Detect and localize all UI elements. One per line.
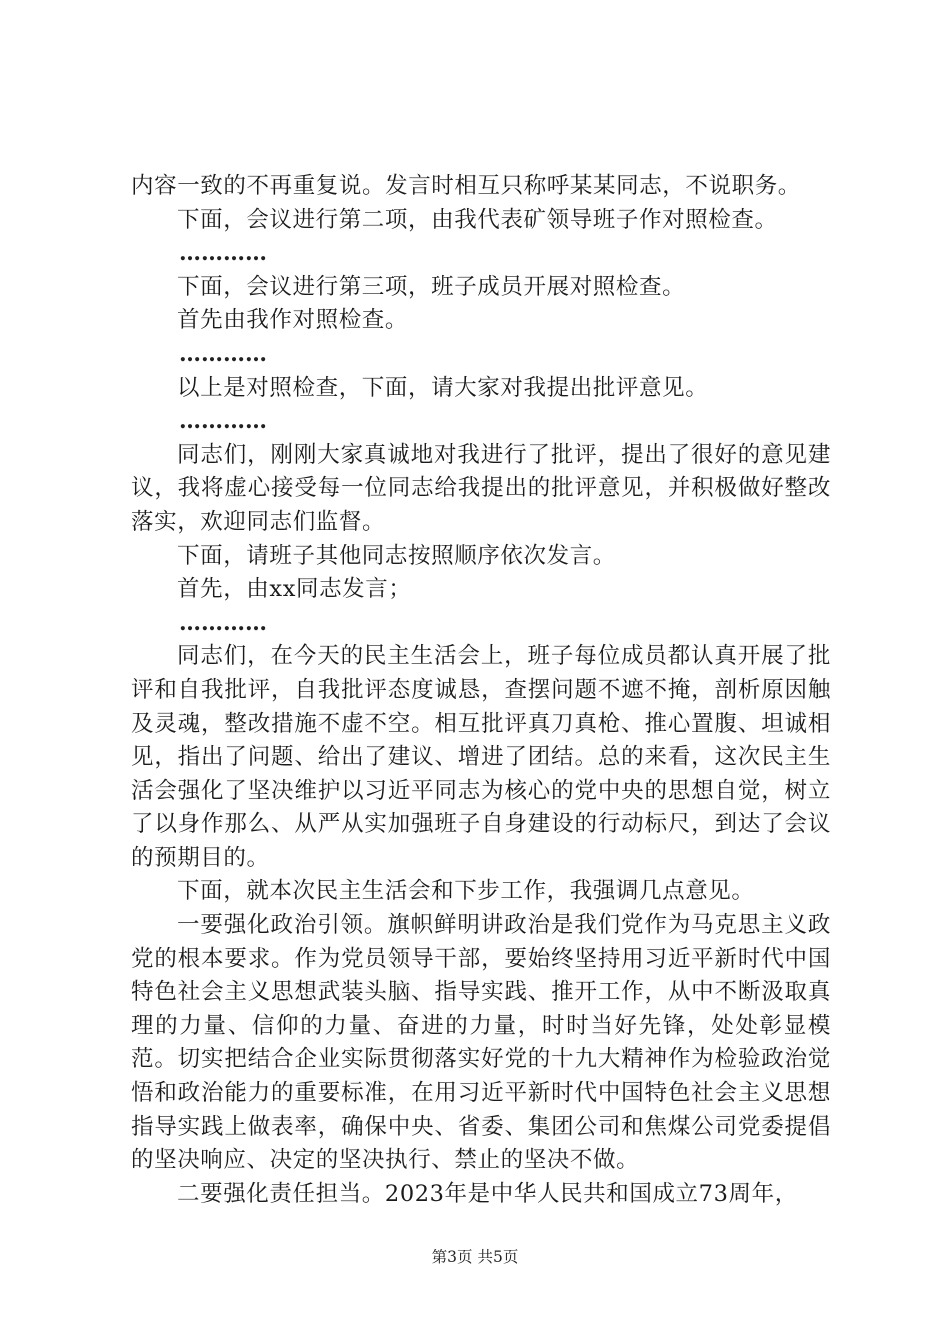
body-paragraph: 以上是对照检查，下面，请大家对我提出批评意见。 [177,374,709,401]
body-paragraph: 同志们，刚刚大家真诚地对我进行了批评，提出了很好的意见建议，我将虚心接受每一位同志给我提出的批评意见，并积极做好整改落实，欢迎同志们监督。 [131,441,831,535]
body-paragraph: 内容一致的不再重复说。发言时相互只称呼某某同志，不说职务。 [131,173,801,199]
document-body [131,170,831,1211]
body-paragraph: 下面，请班子其他同志按照顺序依次发言。 [177,542,616,569]
page-footer: 第3页 共5页 [431,1248,519,1266]
body-paragraph: 下面，会议进行第二项，由我代表矿领导班子作对照检查。 [177,206,778,233]
body-paragraph: 同志们，在今天的民主生活会上，班子每位成员都认真开展了批评和自我批评，自我批评态度诚恳，查摆问题不遮不掩，剖析原因触及灵魂，整改措施不虚不空。相互批评真刀真枪、推心置腹、坦诚相见，指出了问题、给出了建议、增进了团结。总的来看，这次民主生活会强化了坚决维护以习近平同志为核心的党中央的思想自觉，树立了以身作那么、从严从实加强班子自身建设的行动标尺，到达了会议的预期目的。 [131,643,831,871]
body-paragraph: 一要强化政治引领。旗帜鲜明讲政治是我们党作为马克思主义政党的根本要求。作为党员领导干部，要始终坚持用习近平新时代中国特色社会主义思想武装头脑、指导实践、推开工作，从中不断汲取真理的力量、信仰的力量、奋进的力量，时时当好先锋，处处彰显模范。切实把结合企业实际贯彻落实好党的十九大精神作为检验政治觉悟和政治能力的重要标准，在用习近平新时代中国特色社会主义思想指导实践上做表率，确保中央、省委、集团公司和焦煤公司党委提倡的坚决响应、决定的坚决执行、禁止的坚决不做。 [131,912,831,1174]
ellipsis-separator: ………… [179,609,267,636]
body-paragraph: 二要强化责任担当。2023年是中华人民共和国成立73周年， [177,1180,798,1207]
body-paragraph: 下面，就本次民主生活会和下步工作，我强调几点意见。 [177,878,755,905]
ellipsis-separator: ………… [179,408,267,435]
body-paragraph: 首先，由xx同志发言； [177,576,412,603]
ellipsis-separator: ………… [179,340,267,367]
body-paragraph: 首先由我作对照检查。 [177,307,409,334]
body-paragraph: 下面，会议进行第三项，班子成员开展对照检查。 [177,273,686,300]
ellipsis-separator: ………… [179,240,267,267]
